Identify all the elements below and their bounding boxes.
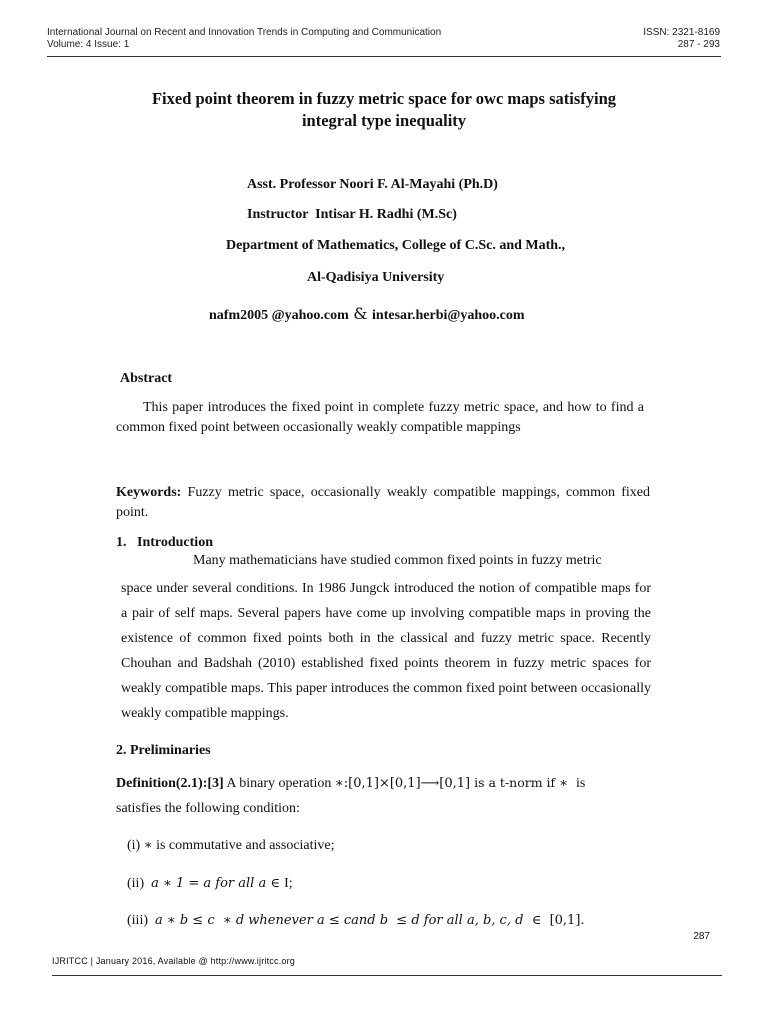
definition-line-2: satisfies the following condition:	[116, 801, 300, 816]
definition-2-1	[116, 775, 585, 792]
condition-1-text: is commutative and associative;	[152, 838, 335, 853]
university: Al-Qadisiya University	[307, 270, 445, 285]
condition-2-label: (ii)	[127, 876, 152, 891]
preliminaries-heading: 2. Preliminaries	[116, 743, 211, 758]
header-rule	[47, 56, 721, 57]
email-1: nafm2005 @yahoo.com	[209, 308, 349, 323]
definition-text-3: is	[575, 776, 586, 791]
page-range: 287 - 293	[677, 39, 720, 50]
footer-citation: IJRITCC | January 2016, Available @ http://www.ijritcc.org	[52, 956, 295, 966]
star-symbol: ∗	[559, 776, 568, 791]
paper-title	[80, 88, 688, 132]
title-line-1: Fixed point theorem in fuzzy metric space for owc maps satisfying	[151, 89, 617, 108]
condition-3	[127, 913, 585, 929]
email-2: intesar.herbi@yahoo.com	[372, 308, 525, 323]
author-2: Instructor Intisar H. Radhi (M.Sc)	[247, 207, 457, 222]
title-line-2: integral type inequality	[301, 111, 467, 130]
journal-name: International Journal on Recent and Innovation Trends in Computing and Communication	[47, 27, 442, 38]
condition-2-end: I;	[284, 876, 293, 891]
abstract-heading: Abstract	[120, 371, 173, 386]
keywords	[116, 483, 650, 523]
condition-2	[127, 876, 293, 892]
volume-issue: Volume: 4 Issue: 1	[47, 39, 130, 50]
condition-1-star: ∗	[143, 838, 153, 853]
abstract-text: This paper introduces the fixed point in complete fuzzy metric space, and how to find a common fixed point between occasionally weakly compatible mappings	[116, 400, 644, 435]
definition-text-2: is a t-norm if	[470, 775, 560, 790]
issn: ISSN: 2321-8169	[643, 27, 720, 38]
ampersand: &	[353, 304, 368, 323]
condition-3-end: [0,1].	[549, 913, 585, 928]
condition-1	[127, 838, 335, 854]
condition-1-label: (i)	[127, 838, 144, 853]
department: Department of Mathematics, College of C.Sc. and Math.,	[226, 238, 566, 253]
author-1: Asst. Professor Noori F. Al-Mayahi (Ph.D)	[247, 177, 498, 192]
definition-text: A binary operation	[223, 776, 335, 791]
author-emails	[209, 304, 525, 324]
condition-2-math: a ∗ 1 = a for all a ∈	[151, 876, 285, 891]
condition-3-label: (iii)	[127, 913, 155, 928]
condition-3-math: a ∗ b ≤ c ∗ d whenever a ≤ cand b ≤ d for all a, b, c, d ∈	[155, 913, 550, 928]
page-number: 287	[693, 931, 710, 942]
definition-label: Definition(2.1):[3]	[116, 776, 224, 791]
intro-first-line: Many mathematicians have studied common fixed points in fuzzy metric	[193, 553, 602, 568]
footer-rule	[52, 975, 722, 976]
keywords-label: Keywords:	[116, 485, 182, 500]
keywords-text: Fuzzy metric space, occasionally weakly compatible mappings, common fixed point.	[116, 485, 650, 520]
tnorm-domain-math: ∗:[0,1]×[0,1]⟶[0,1]	[334, 776, 471, 791]
introduction-heading: 1. Introduction	[116, 535, 213, 550]
intro-body: space under several conditions. In 1986 Jungck introduced the notion of compatible maps for a pair of self maps. Several papers have come up involving compatible maps in proving the existence of common fixed points both in the classical and fuzzy metric space. Recently Chouhan and Badshah (2010) established fixed points theorem in fuzzy metric spaces for weakly compatible maps. This paper introduces the common fixed point between occasionally weakly compatible mappings.	[121, 581, 651, 721]
